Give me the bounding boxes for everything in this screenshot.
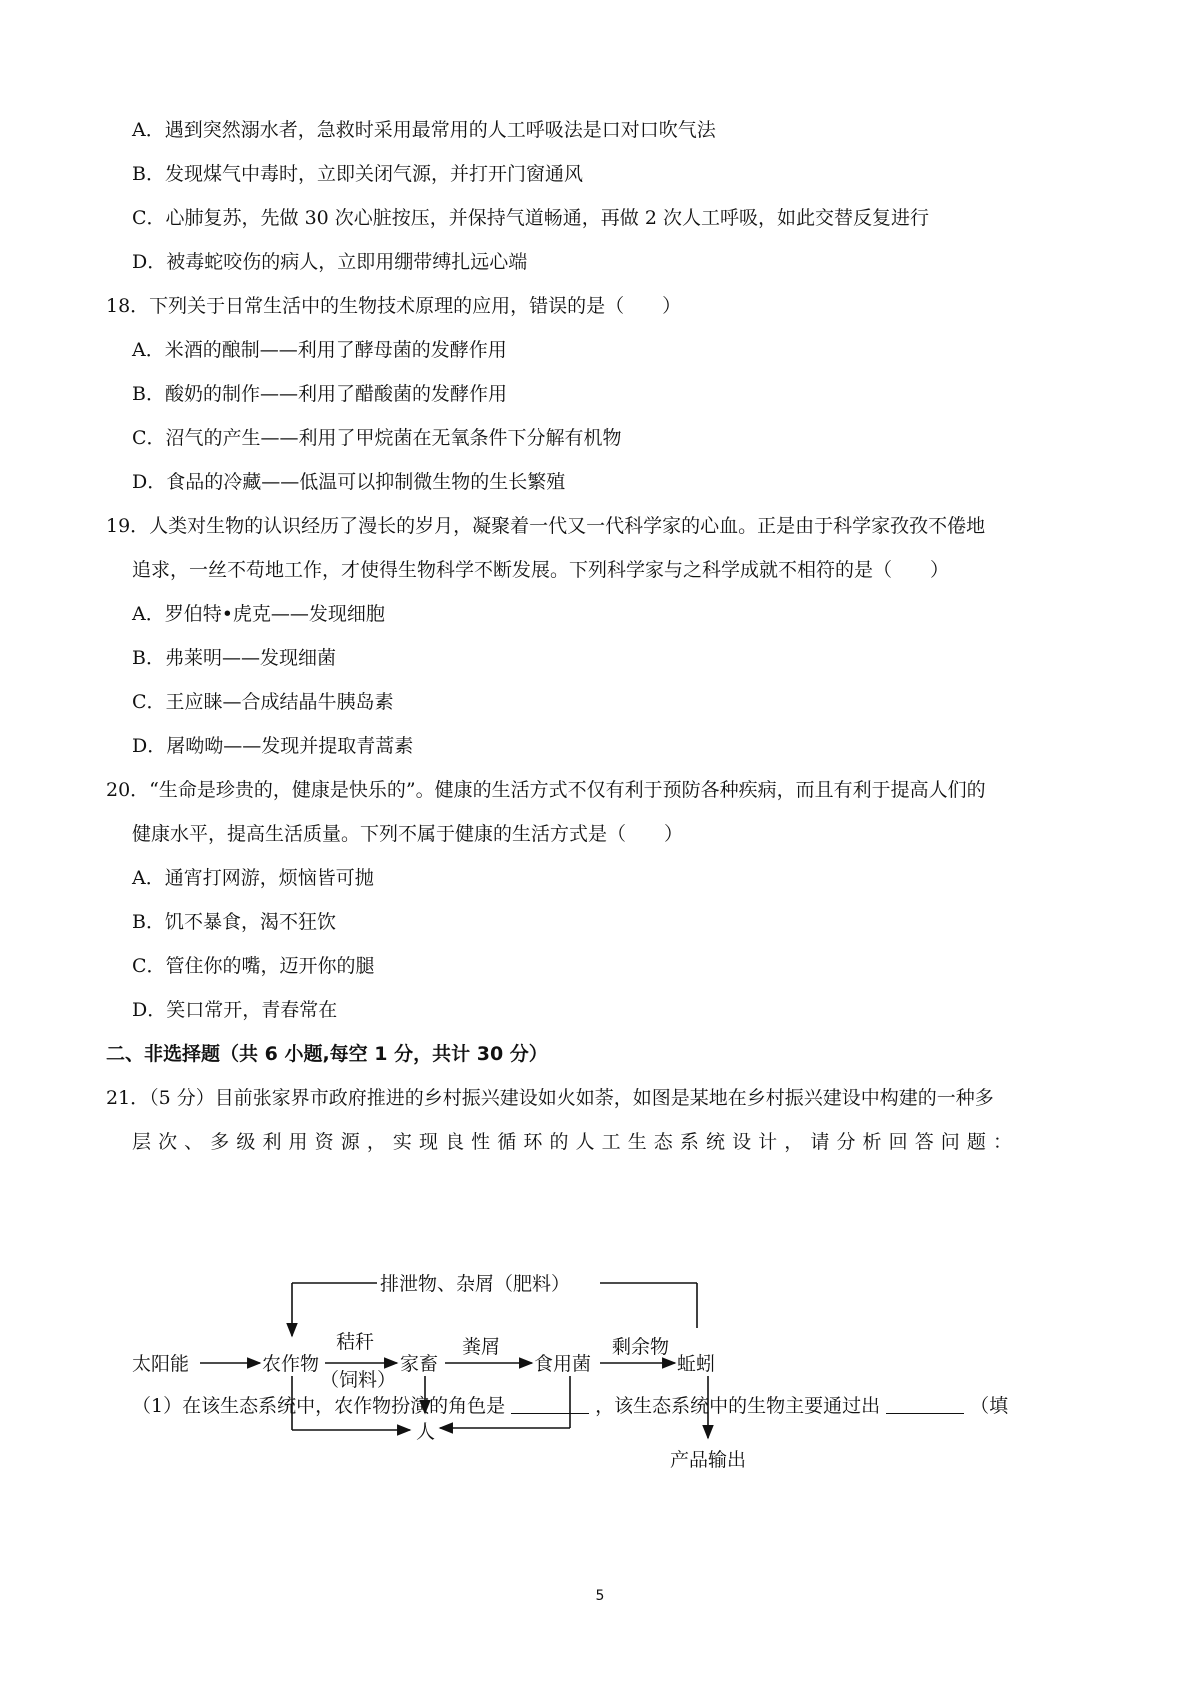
q21-sub1	[132, 1394, 1008, 1418]
feed-label: （饲料）	[320, 1369, 397, 1391]
earthworm-label: 蚯蚓	[677, 1353, 716, 1375]
q20-stem-line2: 健康水平，提高生活质量。下列不属于健康的生活方式是（ ）	[132, 823, 684, 845]
q19-option-c: C．王应睐—合成结晶牛胰岛素	[132, 691, 394, 713]
q21-stem-line1: 21．（5 分）目前张家界市政府推进的乡村振兴建设如火如荼，如图是某地在乡村振兴建设中构建的一种多	[106, 1087, 994, 1109]
q18-option-b: B．酸奶的制作——利用了醋酸菌的发酵作用	[132, 383, 507, 405]
q20-stem-line1: 20．“生命是珍贵的，健康是快乐的”。健康的生活方式不仅有利于预防各种疾病，而且有利于提高人们的	[106, 779, 986, 801]
q18-option-d: D．食品的冷藏——低温可以抑制微生物的生长繁殖	[132, 471, 566, 493]
q17-option-b: B．发现煤气中毒时，立即关闭气源，并打开门窗通风	[132, 163, 583, 185]
q19-option-d: D．屠呦呦——发现并提取青蒿素	[132, 735, 414, 757]
ecosystem-diagram	[132, 1258, 840, 1498]
q20-option-a: A．通宵打网游，烦恼皆可抛	[132, 867, 374, 889]
q20-option-d: D．笑口常开，青春常在	[132, 999, 338, 1021]
q18-option-a: A．米酒的酿制——利用了酵母菌的发酵作用	[132, 339, 507, 361]
q17-option-c: C．心肺复苏，先做 30 次心脏按压，并保持气道畅通，再做 2 次人工呼吸，如此交替反复进行	[132, 207, 929, 229]
answer-blank-2[interactable]	[886, 1395, 964, 1414]
mushroom-label: 食用菌	[534, 1353, 592, 1375]
straw-label: 秸秆	[336, 1331, 375, 1353]
q21-sub1-part-c: （填	[970, 1395, 1009, 1417]
q17-option-d: D．被毒蛇咬伤的病人，立即用绷带缚扎远心端	[132, 251, 528, 273]
q19-option-b: B．弗莱明——发现细菌	[132, 647, 336, 669]
sun-label: 太阳能	[132, 1353, 190, 1375]
leftover-label: 剩余物	[612, 1336, 670, 1358]
q18-stem: 18．下列关于日常生活中的生物技术原理的应用，错误的是（ ）	[106, 295, 682, 317]
section-heading: 二、非选择题（共 6 小题,每空 1 分，共计 30 分）	[106, 1043, 548, 1065]
human-label: 人	[416, 1421, 436, 1443]
q21-stem-line2: 层次、多级利用资源，实现良性循环的人工生态系统设计，请分析回答问题：	[132, 1131, 1012, 1153]
q17-option-a: A．遇到突然溺水者，急救时采用最常用的人工呼吸法是口对口吹气法	[132, 119, 716, 141]
q20-option-c: C．管住你的嘴，迈开你的腿	[132, 955, 375, 977]
q20-option-b: B．饥不暴食，渴不狂饮	[132, 911, 336, 933]
fertilizer-label: 排泄物、杂屑（肥料）	[380, 1273, 571, 1295]
q18-option-c: C．沼气的产生——利用了甲烷菌在无氧条件下分解有机物	[132, 427, 622, 449]
q19-option-a: A．罗伯特•虎克——发现细胞	[132, 603, 385, 625]
output-label: 产品输出	[670, 1449, 747, 1471]
q21-sub1-part-a: （1）在该生态系统中，农作物扮演的角色是	[132, 1395, 506, 1417]
q21-sub1-part-b: ，该生态系统中的生物主要通过出	[595, 1395, 881, 1417]
q19-stem-line2: 追求，一丝不苟地工作，才使得生物科学不断发展。下列科学家与之科学成就不相符的是（ ）	[132, 559, 950, 581]
answer-blank-1[interactable]	[511, 1395, 589, 1414]
livestock-label: 家畜	[400, 1353, 439, 1375]
page-number: 5	[595, 1588, 605, 1604]
q19-stem-line1: 19．人类对生物的认识经历了漫长的岁月，凝聚着一代又一代科学家的心血。正是由于科学家孜孜不倦地	[106, 515, 986, 537]
manure-label: 粪屑	[462, 1336, 501, 1358]
crop-label: 农作物	[262, 1353, 320, 1375]
